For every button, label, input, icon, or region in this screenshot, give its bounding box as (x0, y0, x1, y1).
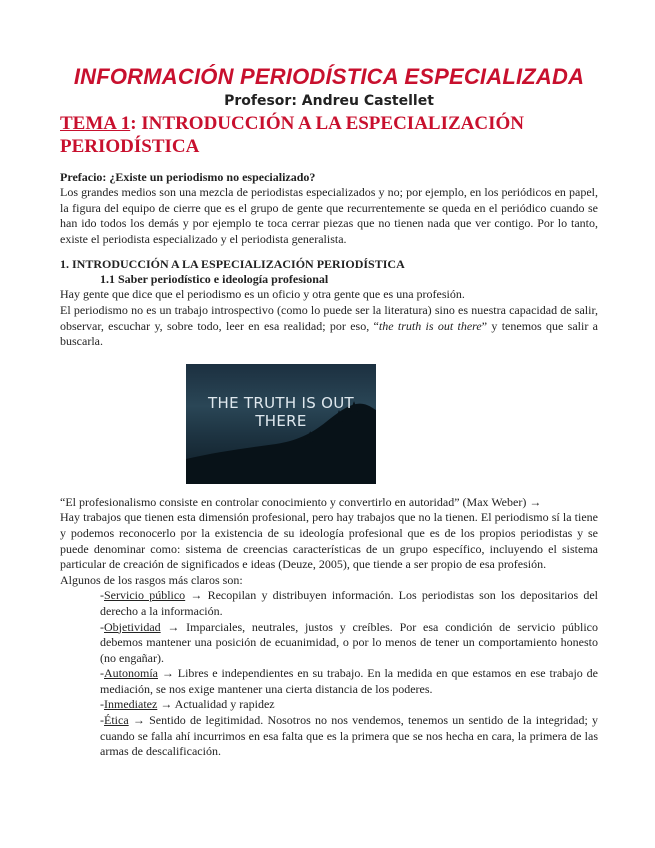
list-item-text: → Libres e independientes en su trabajo. En la medida en que estamos en ese trabajo de mediación, se nos exige mantener una cierta distancia de los poderes. (100, 666, 598, 696)
prefacio-heading: Prefacio: ¿Existe un periodismo no especializado? (60, 170, 316, 184)
list-item-label: Ética (104, 713, 129, 728)
professor-line: Profesor: Andreu Castellet (224, 93, 434, 109)
list-item-text: → Actualidad y rapidez (157, 697, 275, 712)
document-title: INFORMACIÓN PERIODÍSTICA ESPECIALIZADA (73, 64, 585, 89)
image-caption-text: THE TRUTH IS OUT THERE (208, 393, 354, 430)
paragraph-introspectivo-end: ” y tenemos que salir a buscarla. (60, 318, 598, 349)
list-item: -Ética → Sentido de legitimidad. Nosotros no nos vendemos, tenemos un sentido de la integridad; y cuando se falla ahí incurrimos en esa falta que es la primera que se nos hecha en cara, la primera de las armas de descalificación. (100, 713, 598, 759)
tema-number: TEMA 1 (60, 113, 131, 134)
paragraph-introspectivo (60, 303, 598, 350)
tema-title: : INTRODUCCIÓN A LA ESPECIALIZACIÓN PERIODÍSTICA (60, 113, 524, 157)
prefacio-paragraph: Los grandes medios son una mezcla de periodistas especializados y no; por ejemplo, en los periódicos en papel, la figura del equipo de cierre que es el grupo de gente que recurrentemente se queda en el periódico cuando se han ido todos los demás y por ejemplo te toca cerrar piezas que no tienen nada que ver contigo. Por lo tanto, existe el periodista especializado y el periodista generalista. (60, 185, 598, 246)
rasgos-intro: Algunos de los rasgos más claros son: (60, 572, 243, 587)
weber-quote: “El profesionalismo consiste en controlar conocimiento y convertirlo en autoridad” (Max Weber) → (60, 494, 542, 509)
list-item-label: Objetividad (104, 619, 161, 634)
section-1-heading: 1. INTRODUCCIÓN A LA ESPECIALIZACIÓN PERIODÍSTICA (60, 257, 405, 272)
list-item: -Autonomía → Libres e independientes en su trabajo. En la medida en que estamos en ese trabajo de mediación, se nos exige mantener una cierta distancia de los poderes. (100, 666, 598, 696)
truth-is-out-there-image (186, 364, 376, 484)
list-item: -Servicio público → Recopilan y distribuyen información. Los periodistas son los depositarios del derecho a la información. (100, 588, 598, 618)
list-item: -Objetividad → Imparciales, neutrales, justos y creíbles. Por esa condición de servicio público debemos mantener una posición de ecuanimidad, o por lo menos de tener un comportamiento honesto (no engañar). (100, 619, 598, 665)
paragraph-ideologia: Hay trabajos que tienen esta dimensión profesional, pero hay trabajos que no la tienen. El periodismo sí la tiene y podemos reconocerlo por la existencia de su ideología profesional que es de los propios periodistas y se puede denominar como: sistema de creencias características de un grupo específico, incluyendo el sistema particular de creación de significados e ideas (Deuze, 2005), que tiende a ser propio de esa profesión. (60, 510, 598, 572)
tema-heading (60, 112, 598, 158)
paragraph-introspectivo-start: El periodismo no es un trabajo introspectivo (como lo puede ser la literatura) sino es nuestra capacidad de salir, observar, escuchar y, sobre todo, leer en esa realidad; por eso, “ (60, 302, 598, 333)
list-item: -Inmediatez → Actualidad y rapidez (100, 697, 275, 712)
list-item-text: → Imparciales, neutrales, justos y creíbles. Por esa condición de servicio público debemos mantener una posición de ecuanimidad, o por lo menos de tener un comportamiento honesto (no engañar). (100, 619, 598, 665)
truth-quote: the truth is out there (378, 318, 482, 333)
list-item-text: → Sentido de legitimidad. Nosotros no nos vendemos, tenemos un sentido de la integridad; y cuando se falla ahí incurrimos en esa falta que es la primera que se nos hecha en cara, la primera de las armas de descalificación. (100, 713, 598, 759)
list-item-text: → Recopilan y distribuyen información. Los periodistas son los depositarios del derecho a la información. (100, 588, 598, 618)
list-item-label: Autonomía (104, 666, 158, 681)
list-item-label: Servicio público (104, 588, 186, 603)
subsection-1-1-heading: 1.1 Saber periodístico e ideología profesional (100, 272, 329, 287)
paragraph-oficio: Hay gente que dice que el periodismo es un oficio y otra gente que es una profesión. (60, 287, 465, 302)
list-item-label: Inmediatez (104, 697, 158, 712)
document-page (60, 64, 598, 760)
